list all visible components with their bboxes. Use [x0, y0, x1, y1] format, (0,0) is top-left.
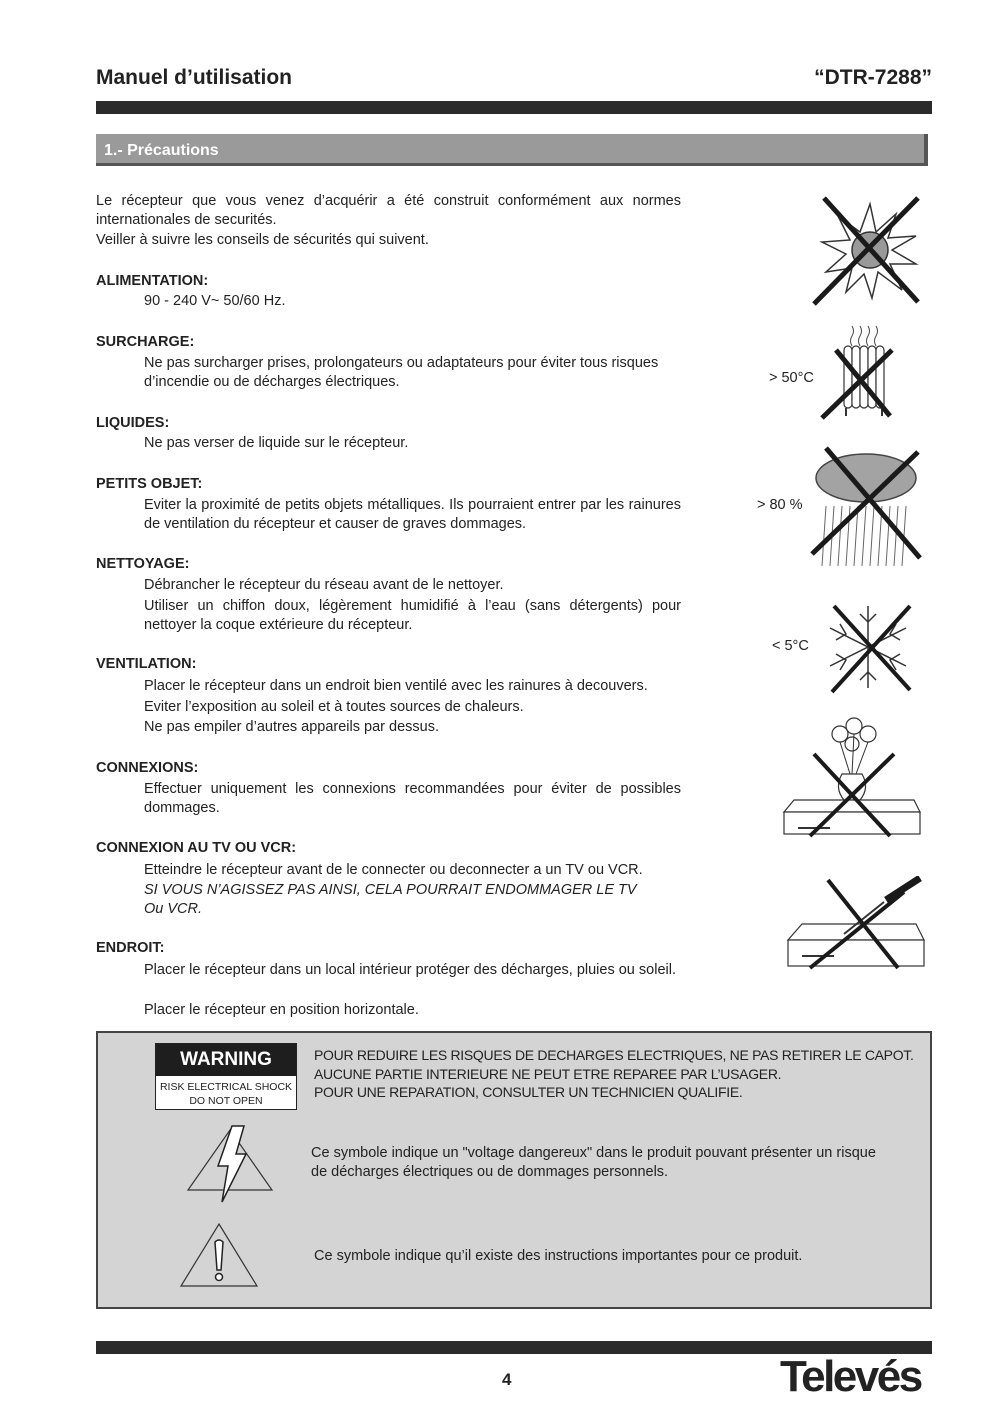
cold-label: < 5°C	[772, 638, 809, 654]
heading-connexions: CONNEXIONS:	[96, 760, 199, 776]
page-number: 4	[502, 1370, 512, 1389]
text-surcharge: Ne pas surcharger prises, prolongateurs ou adaptateurs pour éviter tous risques d’incendie ou de décharges électriques.	[144, 355, 659, 390]
text-connexions: Effectuer uniquement les connexions recommandées pour éviter de possibles dommages.	[144, 781, 681, 816]
warning-line-3: POUR UNE REPARATION, CONSULTER UN TECHNICIEN QUALIFIE.	[314, 1084, 743, 1100]
heading-surcharge: SURCHARGE:	[96, 334, 195, 350]
no-humidity-icon	[808, 440, 924, 570]
warning-label: WARNING	[156, 1044, 296, 1076]
heat-label: > 50°C	[769, 370, 814, 386]
text-nettoyage-2: Utiliser un chiffon doux, légèrement humidifié à l’eau (sans détergents) pour nettoyer la coque extérieure du récepteur.	[144, 598, 681, 633]
heading-alimentation: ALIMENTATION:	[96, 273, 209, 289]
header-rule	[96, 101, 932, 114]
heading-liquides: LIQUIDES:	[96, 415, 170, 431]
intro-note: Veiller à suivre les conseils de sécurités qui suivent.	[96, 232, 429, 248]
text-nettoyage-1: Débrancher le récepteur du réseau avant de le nettoyer.	[144, 577, 504, 593]
brand-logo: Televés	[780, 1352, 921, 1401]
text-liquides: Ne pas verser de liquide sur le récepteur.	[144, 435, 409, 451]
instructions-symbol-text: Ce symbole indique qu’il existe des instructions importantes pour ce produit.	[314, 1248, 803, 1264]
text-ventilation-2: Eviter l’exposition au soleil et à toutes sources de chaleurs.	[144, 699, 524, 715]
intro-paragraph: Le récepteur que vous venez d’acquérir a été construit conformément aux normes internationales de securités.	[96, 193, 681, 228]
heading-nettoyage: NETTOYAGE:	[96, 556, 190, 572]
heading-endroit: ENDROIT:	[96, 940, 165, 956]
text-petits-objets: Eviter la proximité de petits objets métalliques. Ils pourraient entrer par les rainures de ventilation du récepteur et causer de graves dommages.	[144, 497, 681, 532]
no-opening-receiver-icon	[784, 876, 932, 972]
warning-line-1: POUR REDUIRE LES RISQUES DE DECHARGES ELECTRIQUES, NE PAS RETIRER LE CAPOT.	[314, 1047, 914, 1063]
warning-sub-1: RISK ELECTRICAL SHOCK	[159, 1081, 293, 1093]
text-alimentation: 90 - 240 V~ 50/60 Hz.	[144, 293, 286, 309]
warning-line-2: AUCUNE PARTIE INTERIEURE NE PEUT ETRE REPAREE PAR L’USAGER.	[314, 1066, 782, 1082]
text-ventilation-3: Ne pas empiler d’autres appareils par dessus.	[144, 719, 439, 735]
text-connexion-tv-1: Etteindre le récepteur avant de le connecter ou deconnecter a un TV ou VCR.	[144, 862, 643, 878]
text-endroit-1: Placer le récepteur dans un local intérieur protéger des décharges, pluies ou soleil.	[144, 962, 676, 978]
text-ventilation-1: Placer le récepteur dans un endroit bien ventilé avec les rainures à decouvers.	[144, 678, 648, 694]
text-endroit-2: Placer le récepteur en position horizontale.	[144, 1002, 419, 1018]
no-liquid-on-receiver-icon	[780, 712, 930, 840]
page-title: Manuel d’utilisation	[96, 66, 293, 89]
model-name: “DTR-7288”	[814, 66, 932, 89]
no-sun-icon	[808, 192, 928, 310]
warning-sub-2: DO NOT OPEN	[189, 1095, 263, 1107]
voltage-symbol-text: Ce symbole indique un "voltage dangereux" dans le produit pouvant présenter un risque de décharges électriques ou de dommages personnels.	[311, 1145, 876, 1180]
section-header-bar	[96, 134, 928, 166]
humidity-label: > 80 %	[757, 497, 803, 513]
no-cold-icon	[822, 600, 914, 694]
text-connexion-tv-3: Ou VCR.	[144, 901, 203, 917]
section-title: 1.- Précautions	[104, 142, 219, 159]
heading-petits-objets: PETITS OBJET:	[96, 476, 203, 492]
text-connexion-tv-2: SI VOUS N’AGISSEZ PAS AINSI, CELA POURRAIT ENDOMMAGER LE TV	[144, 882, 637, 898]
exclamation-triangle-icon	[177, 1220, 261, 1290]
no-heater-icon	[818, 320, 898, 420]
lightning-triangle-icon	[184, 1124, 276, 1204]
heading-connexion-tv: CONNEXION AU TV OU VCR:	[96, 840, 297, 856]
heading-ventilation: VENTILATION:	[96, 656, 197, 672]
